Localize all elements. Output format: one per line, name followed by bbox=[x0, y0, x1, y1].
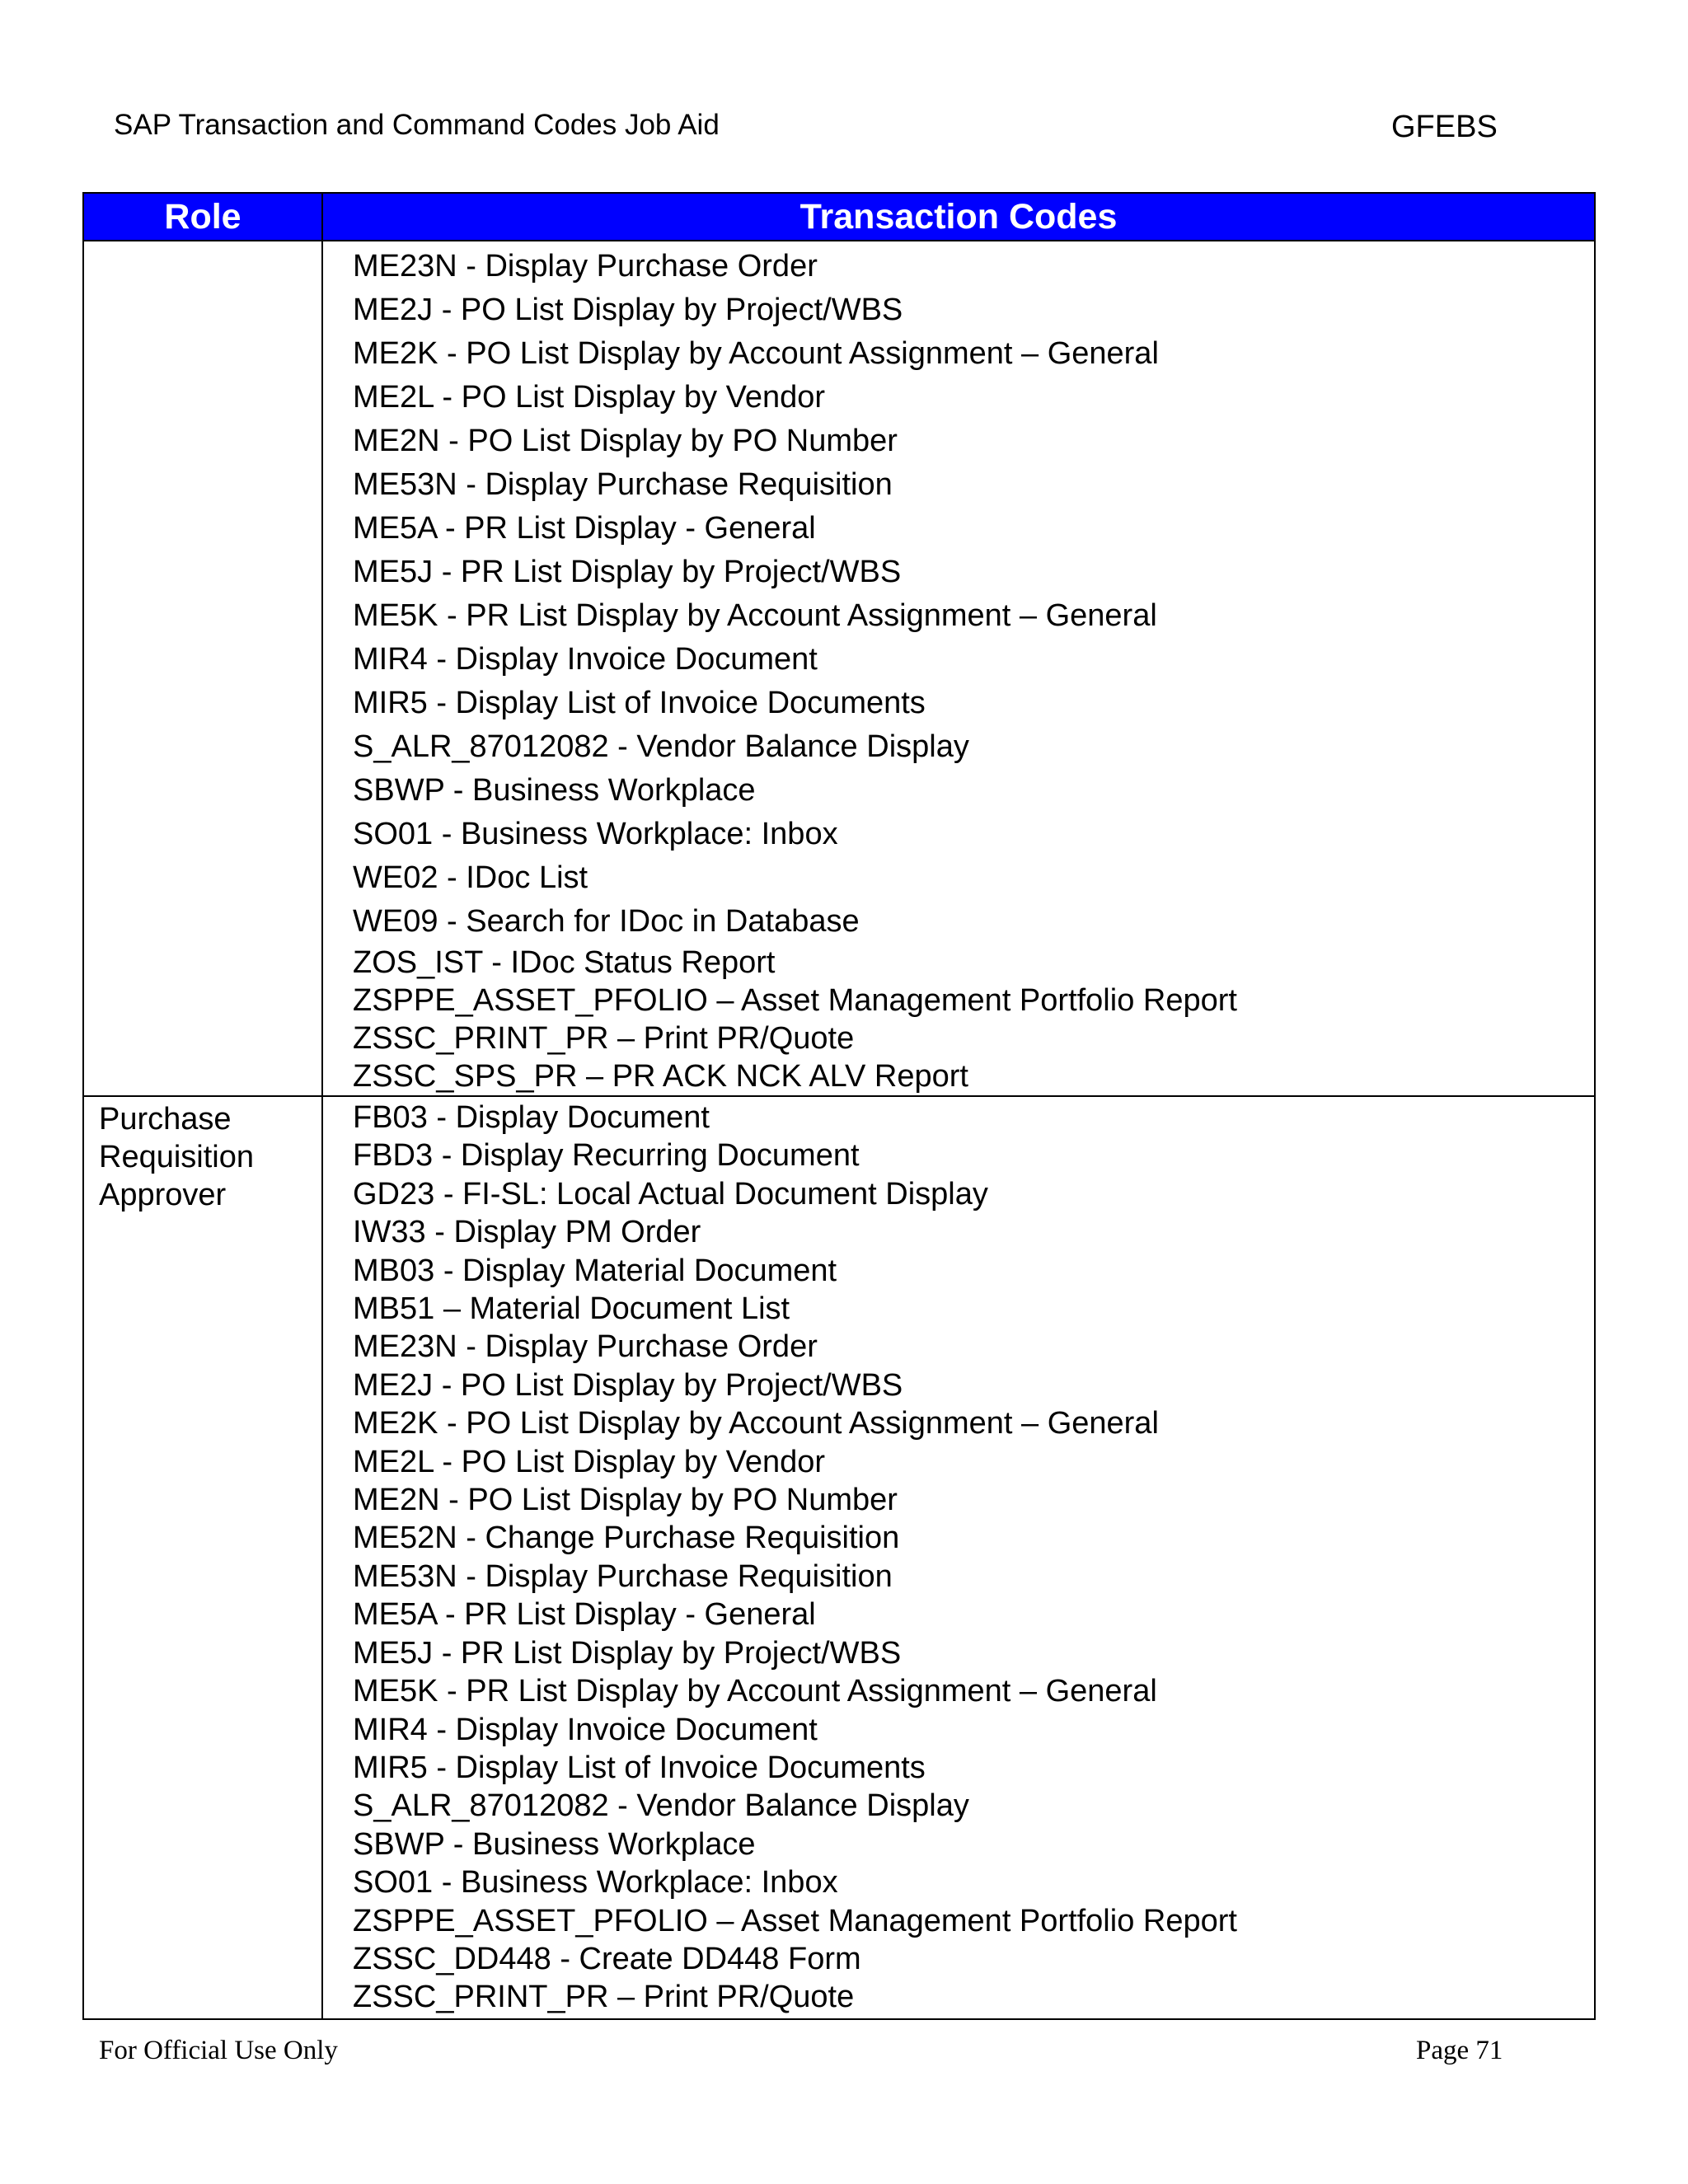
table-row bbox=[84, 1095, 1594, 2018]
transaction-code: ME2N - PO List Display by PO Number bbox=[353, 1483, 898, 1518]
transaction-code: ZSSC_SPS_PR – PR ACK NCK ALV Report bbox=[353, 1059, 968, 1094]
transaction-code: S_ALR_87012082 - Vendor Balance Display bbox=[353, 729, 969, 764]
transaction-code: ME2K - PO List Display by Account Assignment – General bbox=[353, 336, 1159, 371]
transaction-codes-cell bbox=[323, 241, 1594, 1095]
role-label: Approver bbox=[99, 1178, 227, 1212]
transaction-code: ME5K - PR List Display by Account Assignment – General bbox=[353, 1674, 1157, 1709]
transaction-code: ME53N - Display Purchase Requisition bbox=[353, 467, 893, 502]
transaction-code: MIR5 - Display List of Invoice Documents bbox=[353, 1750, 926, 1785]
transaction-code: MIR4 - Display Invoice Document bbox=[353, 642, 818, 677]
transaction-code: ME23N - Display Purchase Order bbox=[353, 1329, 818, 1365]
transaction-code: ME2J - PO List Display by Project/WBS bbox=[353, 1367, 903, 1403]
transaction-code: ME5A - PR List Display - General bbox=[353, 511, 816, 546]
column-header-transaction-codes: Transaction Codes bbox=[799, 196, 1118, 237]
transaction-code: FB03 - Display Document bbox=[353, 1100, 710, 1135]
role-label: Purchase bbox=[99, 1102, 232, 1137]
transaction-code: GD23 - FI-SL: Local Actual Document Display bbox=[353, 1176, 988, 1212]
transaction-code: SO01 - Business Workplace: Inbox bbox=[353, 817, 838, 851]
transaction-code: MIR4 - Display Invoice Document bbox=[353, 1712, 818, 1747]
role-cell bbox=[84, 241, 323, 1095]
organization-name: GFEBS bbox=[1391, 110, 1498, 144]
transaction-code: ME53N - Display Purchase Requisition bbox=[353, 1558, 893, 1594]
role-label: Requisition bbox=[99, 1140, 254, 1174]
transaction-code: ZSPPE_ASSET_PFOLIO – Asset Management Portfolio Report bbox=[353, 983, 1237, 1018]
transaction-code: MB51 – Material Document List bbox=[353, 1291, 790, 1327]
transaction-code: WE09 - Search for IDoc in Database bbox=[353, 904, 860, 939]
transaction-code: ME5K - PR List Display by Account Assignment – General bbox=[353, 598, 1157, 633]
transaction-code: ME5J - PR List Display by Project/WBS bbox=[353, 555, 902, 589]
transaction-code: WE02 - IDoc List bbox=[353, 860, 588, 895]
column-header-role: Role bbox=[84, 194, 323, 240]
transaction-code: ZSSC_PRINT_PR – Print PR/Quote bbox=[353, 1021, 855, 1056]
transaction-code: ME5J - PR List Display by Project/WBS bbox=[353, 1635, 902, 1671]
transaction-code: ME2K - PO List Display by Account Assignment – General bbox=[353, 1406, 1159, 1441]
transaction-code: FBD3 - Display Recurring Document bbox=[353, 1138, 860, 1174]
transaction-code: SBWP - Business Workplace bbox=[353, 1826, 756, 1862]
transaction-code: ME52N - Change Purchase Requisition bbox=[353, 1521, 900, 1556]
transaction-code: MIR5 - Display List of Invoice Documents bbox=[353, 686, 926, 720]
transaction-code: ZSSC_PRINT_PR – Print PR/Quote bbox=[353, 1980, 855, 2015]
transaction-code: ZSSC_DD448 - Create DD448 Form bbox=[353, 1941, 861, 1976]
transaction-code: ZSPPE_ASSET_PFOLIO – Asset Management Portfolio Report bbox=[353, 1903, 1237, 1938]
page-number: Page 71 bbox=[1416, 2036, 1503, 2065]
table-header-row bbox=[84, 194, 1594, 241]
transaction-code: ME2L - PO List Display by Vendor bbox=[353, 1444, 826, 1479]
transaction-code: ME2L - PO List Display by Vendor bbox=[353, 380, 826, 415]
transaction-code: IW33 - Display PM Order bbox=[353, 1215, 701, 1250]
transaction-code: SO01 - Business Workplace: Inbox bbox=[353, 1865, 838, 1900]
document-title: SAP Transaction and Command Codes Job Aid bbox=[114, 109, 720, 141]
transaction-code: ME23N - Display Purchase Order bbox=[353, 249, 818, 284]
transaction-codes-table bbox=[82, 192, 1596, 2020]
table-row bbox=[84, 241, 1594, 1095]
transaction-code: ZOS_IST - IDoc Status Report bbox=[353, 945, 776, 980]
transaction-code: ME2J - PO List Display by Project/WBS bbox=[353, 293, 903, 327]
transaction-code: ME2N - PO List Display by PO Number bbox=[353, 424, 898, 458]
role-cell bbox=[84, 1097, 323, 2018]
transaction-code: ME5A - PR List Display - General bbox=[353, 1597, 816, 1633]
classification-label: For Official Use Only bbox=[99, 2036, 338, 2065]
transaction-code: S_ALR_87012082 - Vendor Balance Display bbox=[353, 1788, 969, 1824]
transaction-code: SBWP - Business Workplace bbox=[353, 773, 756, 808]
transaction-code: MB03 - Display Material Document bbox=[353, 1253, 837, 1288]
transaction-codes-cell bbox=[323, 1097, 1594, 2018]
